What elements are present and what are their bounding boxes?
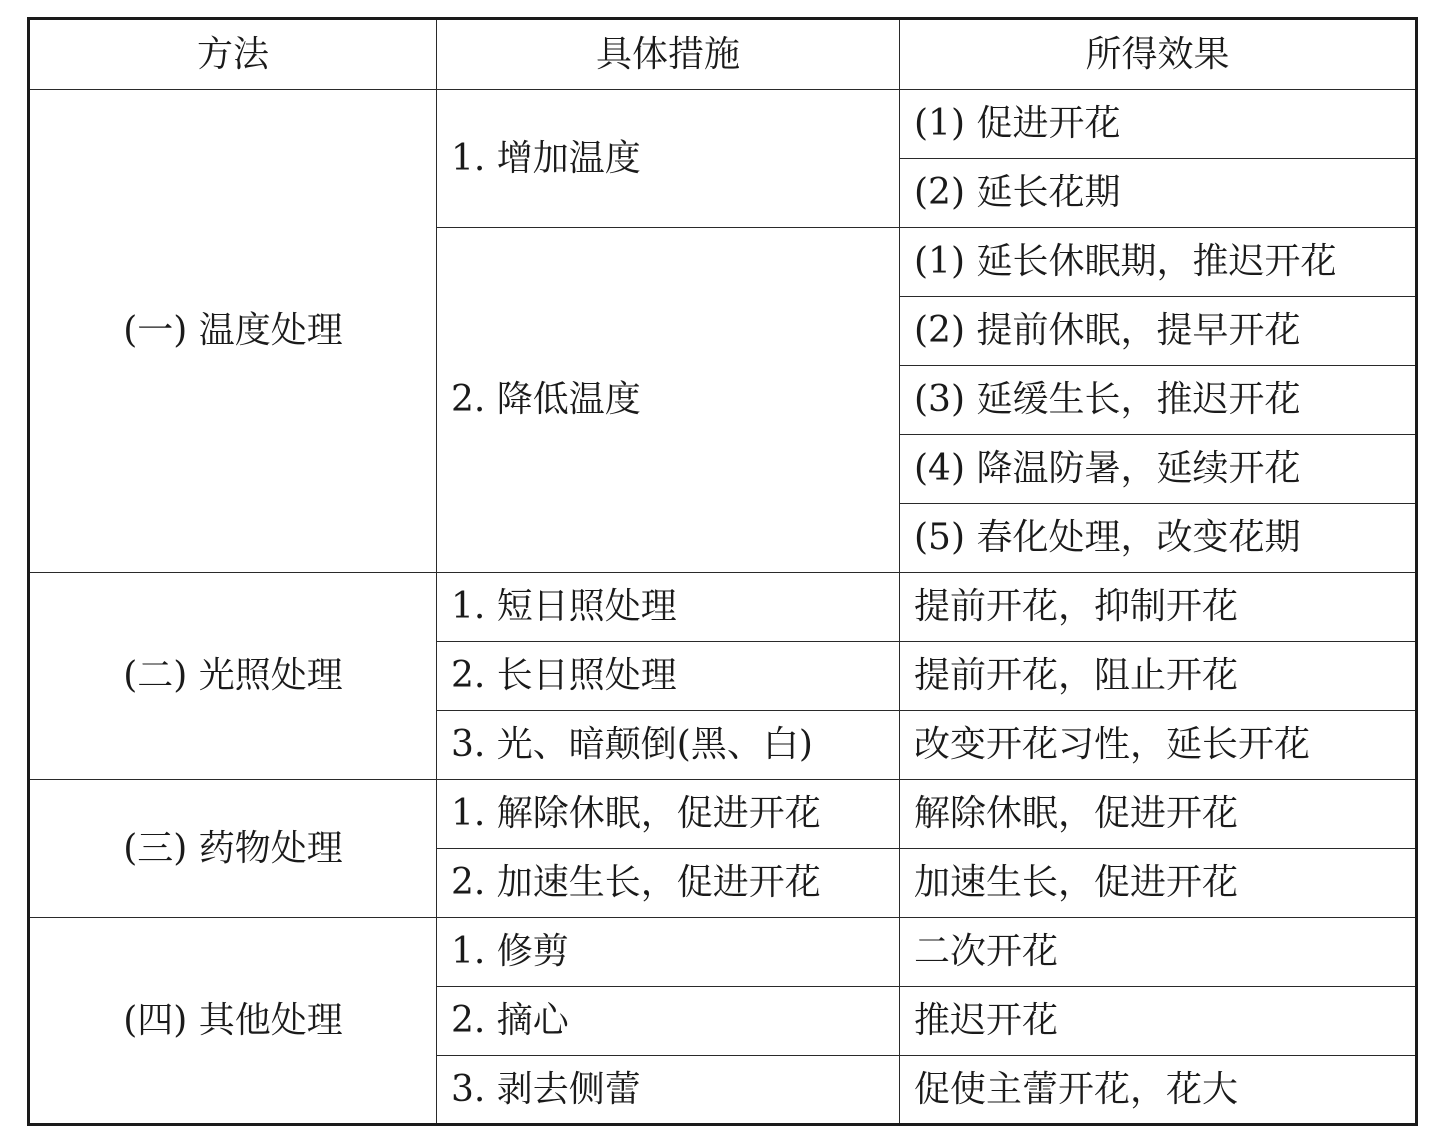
measure-cell: 2. 加速生长，促进开花 bbox=[437, 849, 900, 918]
effect-cell: (3) 延缓生长，推迟开花 bbox=[900, 366, 1417, 435]
measure-cell: 3. 光、暗颠倒(黑、白) bbox=[437, 711, 900, 780]
measure-cell: 1. 增加温度 bbox=[437, 90, 900, 228]
effect-cell: (5) 春化处理，改变花期 bbox=[900, 504, 1417, 573]
effect-cell: 促使主蕾开花，花大 bbox=[900, 1056, 1417, 1125]
effect-cell: 提前开花，抑制开花 bbox=[900, 573, 1417, 642]
effect-cell: (2) 提前休眠，提早开花 bbox=[900, 297, 1417, 366]
effect-cell: 提前开花，阻止开花 bbox=[900, 642, 1417, 711]
measure-cell: 1. 解除休眠，促进开花 bbox=[437, 780, 900, 849]
measure-cell: 1. 修剪 bbox=[437, 918, 900, 987]
effect-cell: 加速生长，促进开花 bbox=[900, 849, 1417, 918]
header-row bbox=[29, 19, 1417, 90]
method-cell: (一) 温度处理 bbox=[29, 90, 437, 573]
effect-cell: (1) 延长休眠期，推迟开花 bbox=[900, 228, 1417, 297]
effect-cell: (1) 促进开花 bbox=[900, 90, 1417, 159]
header-measure: 具体措施 bbox=[437, 19, 900, 90]
method-cell: (二) 光照处理 bbox=[29, 573, 437, 780]
flowering-control-table bbox=[27, 17, 1418, 1126]
table-container bbox=[27, 17, 1415, 1130]
table-row bbox=[29, 573, 1417, 642]
measure-cell: 3. 剥去侧蕾 bbox=[437, 1056, 900, 1125]
effect-cell: 解除休眠，促进开花 bbox=[900, 780, 1417, 849]
group-light bbox=[29, 573, 1417, 780]
group-chemical bbox=[29, 780, 1417, 918]
effect-cell: 改变开花习性，延长开花 bbox=[900, 711, 1417, 780]
effect-cell: 二次开花 bbox=[900, 918, 1417, 987]
method-cell: (三) 药物处理 bbox=[29, 780, 437, 918]
measure-cell: 2. 摘心 bbox=[437, 987, 900, 1056]
effect-cell: 推迟开花 bbox=[900, 987, 1417, 1056]
header-effect: 所得效果 bbox=[900, 19, 1417, 90]
method-cell: (四) 其他处理 bbox=[29, 918, 437, 1125]
measure-cell: 1. 短日照处理 bbox=[437, 573, 900, 642]
table-row bbox=[29, 90, 1417, 159]
group-temperature bbox=[29, 90, 1417, 573]
header-method: 方法 bbox=[29, 19, 437, 90]
measure-cell: 2. 长日照处理 bbox=[437, 642, 900, 711]
table-row bbox=[29, 780, 1417, 849]
effect-cell: (2) 延长花期 bbox=[900, 159, 1417, 228]
measure-cell: 2. 降低温度 bbox=[437, 228, 900, 573]
group-other bbox=[29, 918, 1417, 1125]
effect-cell: (4) 降温防暑，延续开花 bbox=[900, 435, 1417, 504]
table-row bbox=[29, 918, 1417, 987]
